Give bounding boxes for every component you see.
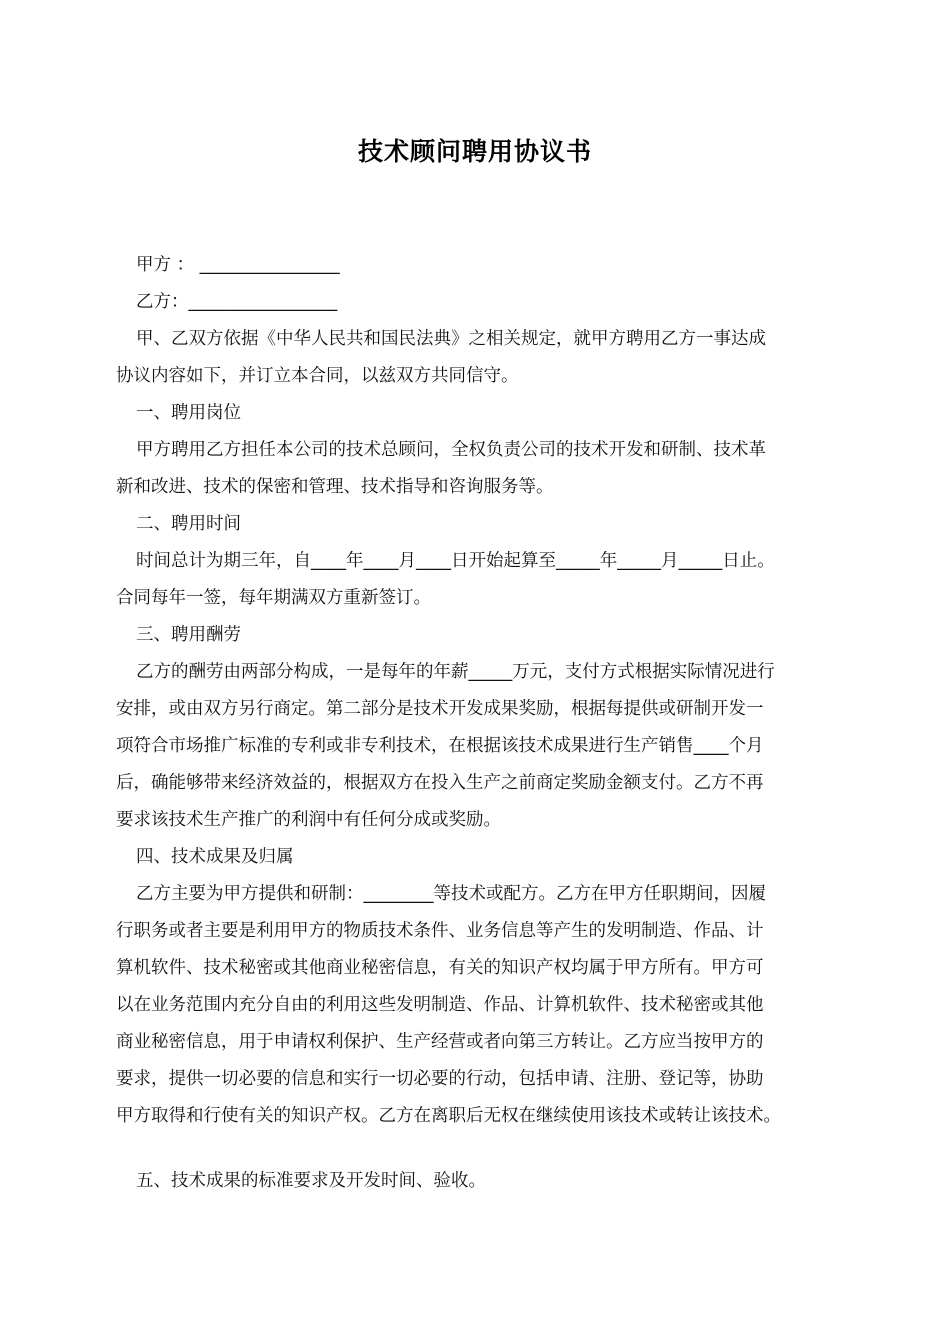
text-line: 一、聘用岗位 (136, 403, 241, 423)
text-line: 安排，或由双方另行商定。第二部分是技术开发成果奖励，根据每提供或研制开发一 (116, 699, 764, 719)
text-line: 甲方聘用乙方担任本公司的技术总顾问，全权负责公司的技术开发和研制、技术革 (136, 440, 766, 460)
text-line: 甲、乙双方依据《中华人民共和国民法典》之相关规定，就甲方聘用乙方一事达成 (136, 329, 766, 349)
text-line: 新和改进、技术的保密和管理、技术指导和咨询服务等。 (116, 477, 554, 497)
text-line: 二、聘用时间 (136, 514, 241, 534)
text-line: 要求该技术生产推广的利润中有任何分成或奖励。 (116, 810, 501, 830)
text-line: 五、技术成果的标准要求及开发时间、验收。 (136, 1171, 486, 1191)
document-title: 技术顾问聘用协议书 (357, 137, 592, 166)
text-line: 四、技术成果及归属 (136, 847, 294, 867)
text-line: 后，确能够带来经济效益的，根据双方在投入生产之前商定奖励金额支付。乙方不再 (116, 773, 764, 793)
text-line: 合同每年一签，每年期满双方重新签订。 (116, 588, 431, 608)
text-line: 乙方主要为甲方提供和研制：________等技术或配方。乙方在甲方任职期间，因履 (136, 884, 766, 904)
text-line: 要求，提供一切必要的信息和实行一切必要的行动，包括申请、注册、登记等，协助 (116, 1069, 764, 1089)
text-line: 项符合市场推广标准的专利或非专利技术，在根据该技术成果进行生产销售____个月 (116, 736, 764, 756)
text-line: 乙方的酬劳由两部分构成，一是每年的年薪_____万元，支付方式根据实际情况进行 (136, 662, 775, 682)
text-line: 算机软件、技术秘密或其他商业秘密信息，有关的知识产权均属于甲方所有。甲方可 (116, 958, 764, 978)
text-line: 甲方 ： ________________ (136, 255, 340, 275)
text-line: 乙方：_________________ (136, 292, 338, 312)
text-line: 时间总计为期三年，自____年____月____日开始起算至_____年_____月_____日止。 (136, 551, 775, 571)
text-line: 行职务或者主要是利用甲方的物质技术条件、业务信息等产生的发明制造、作品、计 (116, 921, 764, 941)
text-line: 三、聘用酬劳 (136, 625, 241, 645)
text-line: 商业秘密信息，用于申请权利保护、生产经营或者向第三方转让。乙方应当按甲方的 (116, 1032, 764, 1052)
text-line: 以在业务范围内充分自由的利用这些发明制造、作品、计算机软件、技术秘密或其他 (116, 995, 764, 1015)
text-line: 甲方取得和行使有关的知识产权。乙方在离职后无权在继续使用该技术或转让该技术。 (116, 1106, 781, 1126)
document-body (116, 247, 852, 1200)
paragraph-gap (116, 1135, 852, 1163)
text-line: 协议内容如下，并订立本合同，以兹双方共同信守。 (116, 366, 519, 386)
